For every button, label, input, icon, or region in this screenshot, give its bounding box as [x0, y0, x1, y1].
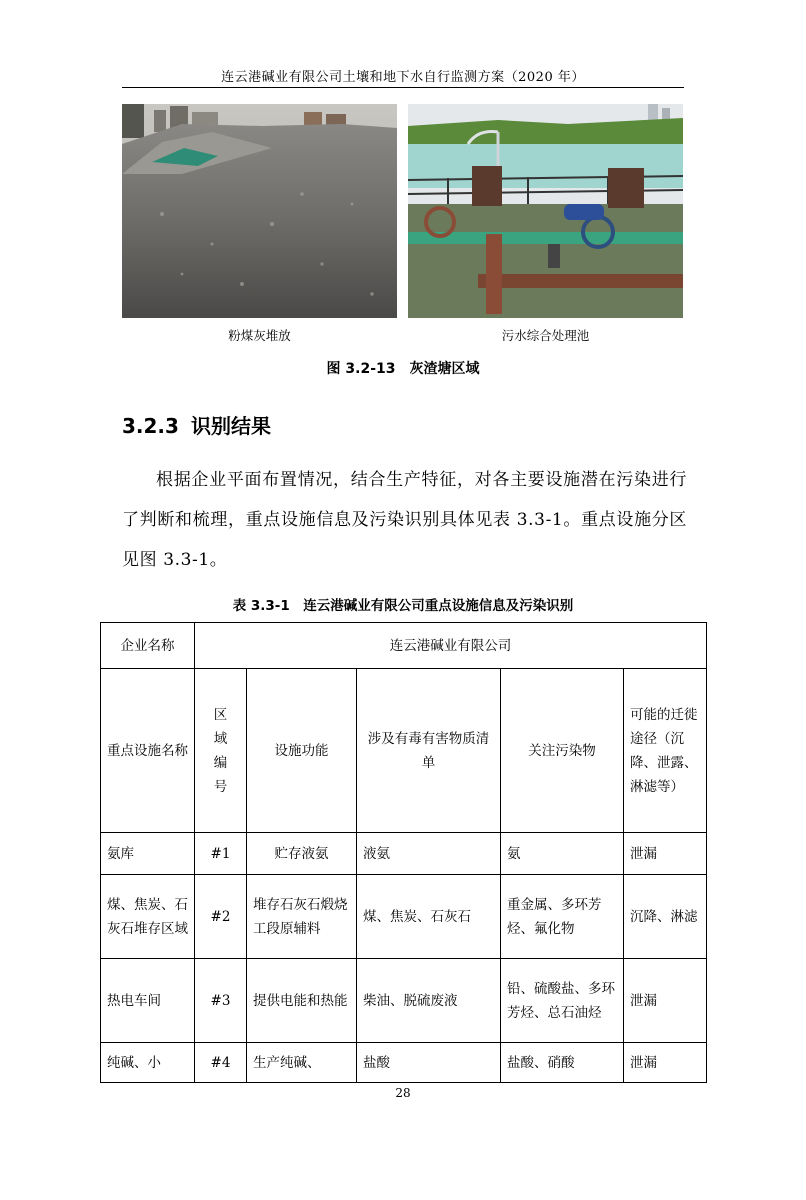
photo-wastewater-pool: [408, 104, 683, 318]
header-rule: [122, 87, 684, 88]
cell-pathway: 沉降、淋滤: [624, 875, 707, 959]
header-zone-char: 区: [213, 706, 228, 723]
cell-function: 生产纯碱、: [247, 1043, 357, 1083]
header-pathway: 可能的迁徙途径（沉降、泄露、淋滤等）: [624, 669, 707, 833]
table-row: [101, 1043, 707, 1083]
cell-zone: #2: [195, 875, 247, 959]
body-paragraph: 根据企业平面布置情况，结合生产特征，对各主要设施潜在污染进行了判断和梳理，重点设施信息及污染识别具体见表 3.3-1。重点设施分区见图 3.3-1。: [122, 470, 687, 570]
header-pollutants: 关注污染物: [501, 669, 624, 833]
header-zone-char: 编: [213, 754, 228, 771]
table-row: [101, 959, 707, 1043]
cell-pollutants: 铅、硫酸盐、多环芳烃、总石油烃: [501, 959, 624, 1043]
cell-zone: #4: [195, 1043, 247, 1083]
company-value-cell: 连云港碱业有限公司: [195, 623, 707, 669]
header-zone-char: 号: [213, 778, 228, 795]
figure-title: 图 3.2-13 灰渣塘区域: [326, 361, 480, 377]
photo-fly-ash-pile: [122, 104, 397, 318]
cell-zone: #3: [195, 959, 247, 1043]
cell-substances: 液氨: [357, 833, 501, 875]
facility-table: [100, 622, 707, 1083]
cell-pollutants: 盐酸、硝酸: [501, 1043, 624, 1083]
cell-substances: 柴油、脱硫废液: [357, 959, 501, 1043]
table-row-company: [101, 623, 707, 669]
cell-function: 贮存液氨: [247, 833, 357, 875]
section-title: 识别结果: [190, 414, 271, 438]
caption-wastewater-pool: 污水综合处理池: [501, 328, 590, 343]
cell-facility: 氨库: [101, 833, 195, 875]
header-facility: 重点设施名称: [101, 669, 195, 833]
cell-pollutants: 重金属、多环芳烃、氟化物: [501, 875, 624, 959]
cell-function: 提供电能和热能: [247, 959, 357, 1043]
header-function: 设施功能: [247, 669, 357, 833]
header-substances: 涉及有毒有害物质清单: [357, 669, 501, 833]
table-row: [101, 875, 707, 959]
cell-pathway: 泄漏: [624, 1043, 707, 1083]
cell-pathway: 泄漏: [624, 833, 707, 875]
page-number: 28: [395, 1086, 411, 1100]
cell-facility: 热电车间: [101, 959, 195, 1043]
cell-substances: 煤、焦炭、石灰石: [357, 875, 501, 959]
cell-pathway: 泄漏: [624, 959, 707, 1043]
table-row: [101, 833, 707, 875]
cell-zone: #1: [195, 833, 247, 875]
cell-substances: 盐酸: [357, 1043, 501, 1083]
cell-facility: 煤、焦炭、石灰石堆存区域: [101, 875, 195, 959]
section-heading: [122, 410, 271, 439]
cell-pollutants: 氨: [501, 833, 624, 875]
header-zone: [195, 669, 247, 833]
section-number: 3.2.3: [122, 414, 179, 438]
page-header: 连云港碱业有限公司土壤和地下水自行监测方案（2020 年）: [221, 70, 585, 85]
table-title: 表 3.3-1 连云港碱业有限公司重点设施信息及污染识别: [232, 598, 574, 614]
table-row-header: [101, 669, 707, 833]
cell-function: 堆存石灰石煅烧工段原辅料: [247, 875, 357, 959]
header-zone-char: 域: [213, 730, 228, 747]
company-label-cell: 企业名称: [101, 623, 195, 669]
caption-fly-ash-pile: 粉煤灰堆放: [228, 328, 291, 343]
cell-facility: 纯碱、小: [101, 1043, 195, 1083]
